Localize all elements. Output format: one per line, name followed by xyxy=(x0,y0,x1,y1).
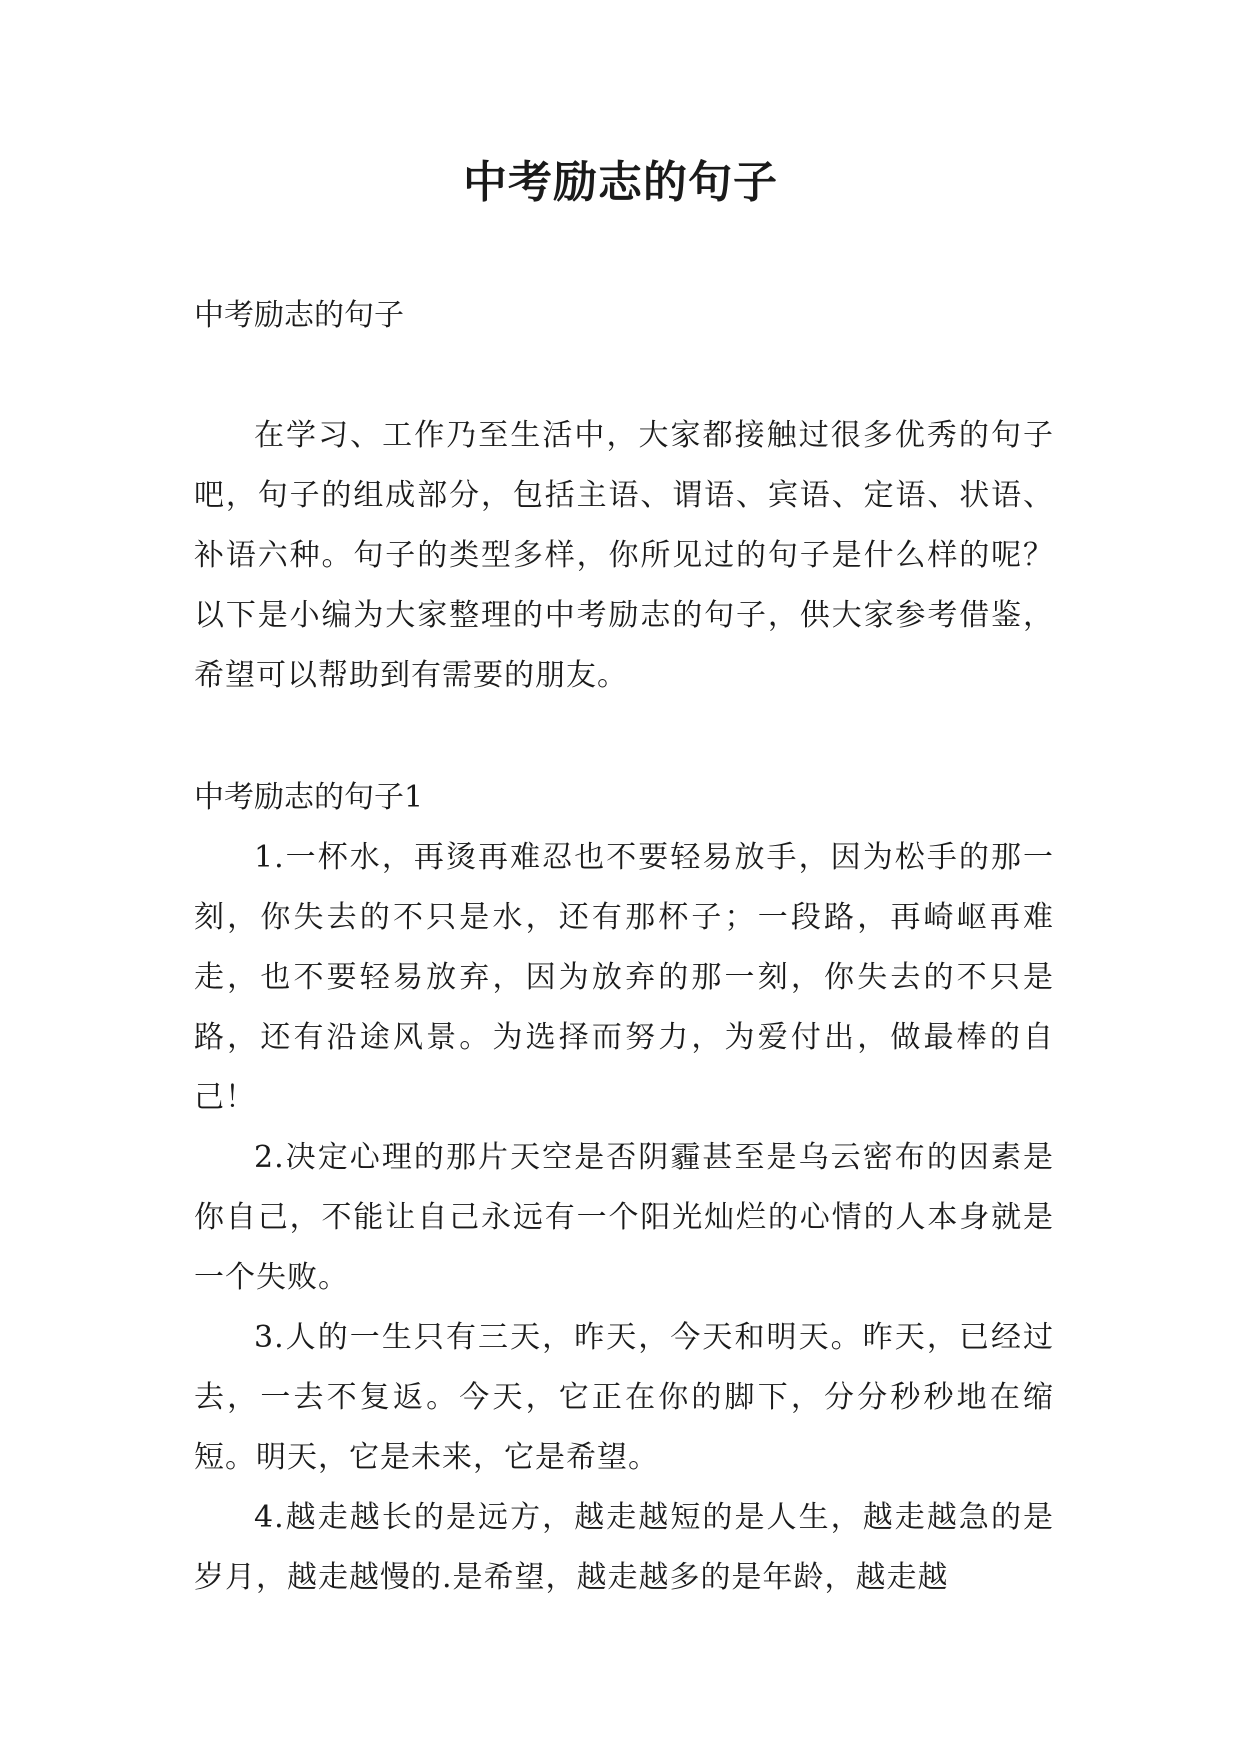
list-item: 4.越走越长的是远方，越走越短的是人生，越走越急的是岁月，越走越慢的.是希望，越走越多的是年龄，越走越 xyxy=(194,1500,1054,1595)
list-item: 1.一杯水，再烫再难忍也不要轻易放手，因为松手的那一刻，你失去的不只是水，还有那杯子；一段路，再崎岖再难走，也不要轻易放弃，因为放弃的那一刻，你失去的不只是路，还有沿途风景。为选择而努力，为爱付出，做最棒的自己！ xyxy=(194,840,1054,1115)
intro-paragraph: 在学习、工作乃至生活中，大家都接触过很多优秀的句子吧，句子的组成部分，包括主语、谓语、宾语、定语、状语、补语六种。句子的类型多样，你所见过的句子是什么样的呢？以下是小编为大家整理的中考励志的句子，供大家参考借鉴，希望可以帮助到有需要的朋友。 xyxy=(194,418,1054,693)
list-item: 2.决定心理的那片天空是否阴霾甚至是乌云密布的因素是你自己，不能让自己永远有一个阳光灿烂的心情的人本身就是一个失败。 xyxy=(194,1140,1054,1295)
document-subtitle: 中考励志的句子 xyxy=(194,298,404,333)
section-heading: 中考励志的句子1 xyxy=(194,780,424,815)
document-body xyxy=(194,286,1054,1608)
spacer xyxy=(194,706,1054,768)
spacer xyxy=(194,346,1054,406)
list-item: 3.人的一生只有三天，昨天，今天和明天。昨天，已经过去，一去不复返。今天，它正在你的脚下，分分秒秒地在缩短。明天，它是未来，它是希望。 xyxy=(194,1320,1054,1475)
document-title: 中考励志的句子 xyxy=(463,157,778,208)
